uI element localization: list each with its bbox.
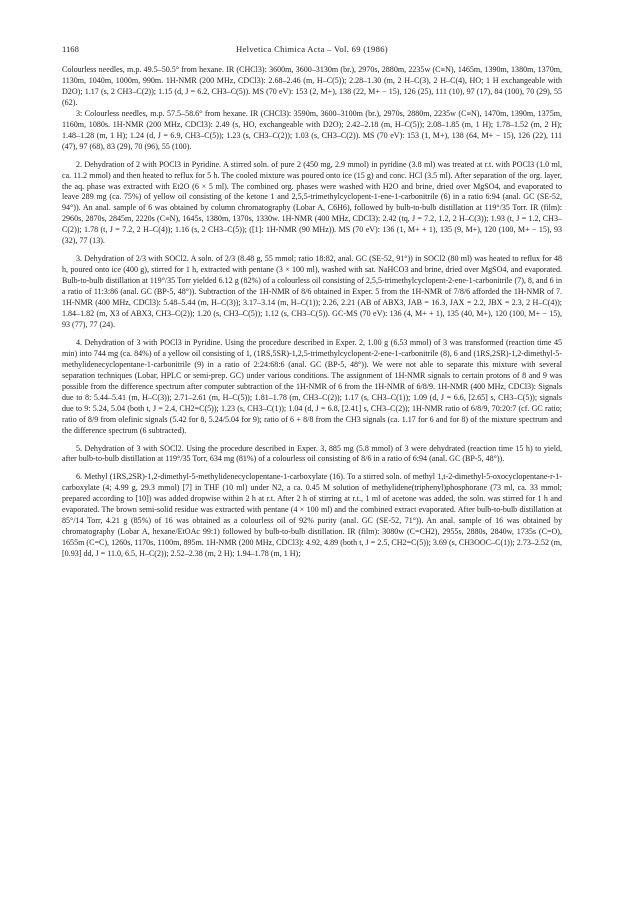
paragraph-compound-2-data: Colourless needles, m.p. 49.5–50.5° from hexane. IR (CHCl3): 3600m, 3600–3130m (br.), 2970s, 2880m, 2235w (C≡N), 1465m, 1390m, 1380m, 1370m, 1130m, 1040m, 1000m, 990m. 1H-NMR (200 MHz, CDCl3): 2.68–2.46 (m, H–C(5)); 2.28–1.30 (m, 2 H–C(3), 2 H–C(4), HO; 1 H exchangeable with D2O); 1.17 (s, 2 CH3–C(2)); 1.15 (d, J = 6.2, CH3–C(5)). MS (70 eV): 153 (2, M+), 138 (22, M+ − 15), 126 (25), 111 (10), 97 (17), 84 (100), 70 (29), 55 (62).: [62, 65, 562, 107]
paragraph-experiment-5: 5. Dehydration of 3 with SOCl2. Using the procedure described in Exper. 3, 885 mg (5.8 mmol) of 3 were dehydrated (reaction time 15 h) to yield, after bulb-to-bulb distillation at 119°/35 Torr, 634 mg (81%) of a colourless oil consisting of 8/6 in a ratio of 6:94 (anal. GC (BP-5, 48°)).: [62, 443, 562, 464]
paragraph-compound-3-data: 3: Colourless needles, m.p. 57.5–58.6° from hexane. IR (CHCl3): 3590m, 3600–3100m (br.), 2970s, 2880m, 2235w (C≡N), 1470m, 1390m, 1375m, 1160m, 1080s. 1H-NMR (200 MHz, CDCl3): 2.49 (s, HO, exchangeable with D2O); 2.42–2.18 (m, H–C(5)); 2.08–1.85 (m, 1 H); 1.78–1.52 (m, 2 H); 1.48–1.28 (m, 1 H); 1.24 (d, J = 6.9, CH3–C(5)); 1.23 (s, CH3–C(2)); 1.03 (s, CH3–C(2)). MS (70 eV): 153 (1, M+), 138 (64, M+ − 15), 126 (22), 111 (47), 97 (68), 83 (29), 70 (96), 55 (100).: [62, 108, 562, 151]
paragraph-experiment-3: 3. Dehydration of 2/3 with SOCl2. A soln. of 2/3 (8.48 g, 55 mmol; ratio 18:82, anal. GC (SE-52, 91°)) in SOCl2 (80 ml) was heated to reflux for 48 h, poured onto ice (400 g), stirred for 1 h, extracted with pentane (3 × 100 ml), washed with sat. NaHCO3 and brine, dried over MgSO4, and evaporated. Bulb-to-bulb distillation at 119°/35 Torr yielded 6.12 g (82%) of a colourless oil consisting of 2,5,5-trimethylcyclopent-2-ene-1-carbonitrile (7), 8, and 6 in a ratio of 11:3:86 (anal. GC (BP-5, 48°)). Subtraction of the 1H-NMR of 8/6 obtained in Exper. 5 from the 1H-NMR of 7/8/6 afforded the 1H-NMR of 7. 1H-NMR (400 MHz, CDCl3): 5.48–5.44 (m, H–C(3)); 3.17–3.14 (m, H–C(1)); 2.26, 2.21 (AB of ABX3, JAB = 16.3, JAX = 2.2, JBX = 2.3, 2 H–C(4)); 1.84–1.82 (m, X3 of ABX3, CH3–C(2)); 1.20 (s, CH3–C(5)); 1.12 (s, CH3–C(5)). GC-MS (70 eV): 136 (4, M+ + 1), 135 (40, M+), 120 (100, M+ − 15), 93 (77), 77 (24).: [62, 254, 562, 329]
running-header: [62, 44, 562, 54]
journal-title: Helvetica Chimica Acta – Vol. 69 (1986): [236, 44, 388, 54]
journal-page: [62, 44, 562, 560]
paragraph-experiment-2: 2. Dehydration of 2 with POCl3 in Pyridine. A stirred soln. of pure 2 (450 mg, 2.9 mmol) in pyridine (3.8 ml) was treated at r.t. with POCl3 (1.0 ml, ca. 11.2 mmol) and then heated to reflux for 5 h. The cooled mixture was poured onto ice (15 g) and conc. HCl (3.5 ml). After separation of the org. layer, the aq. phase was extracted with Et2O (6 × 5 ml). The combined org. phases were washed with H2O and brine, dried over MgSO4, and evaporated to leave 289 mg (ca. 75%) of yellow oil consisting of the ketone 1 and 2,5,5-trimethylcyclopent-1-ene-1-carbonitrile (6) in a ratio 6:94 (anal. GC (SE-52, 94°)). An anal. sample of 6 was obtained by column chromatography (Lobar A, C6H6), followed by bulb-to-bulb distillation at 119°/35 Torr. IR (film): 2960s, 2870s, 2845m, 2220s (C≡N), 1645s, 1380m, 1370s, 1330w. 1H-NMR (400 MHz, CDCl3): 2.42 (tq, J = 7.2, 1.2, 2 H–C(3)); 1.93 (t, J = 1.2, CH3–C(2)); 1.78 (t, J = 7.2, 2 H–C(4)); 1.16 (s, 2 CH3–C(5)); ([1]: 1H-NMR (90 MHz)). MS (70 eV): 136 (1, M+ + 1), 135 (9, M+), 120 (100, M+ − 15), 93 (32), 77 (13).: [62, 159, 562, 246]
paragraph-experiment-4: 4. Dehydration of 3 with POCl3 in Pyridine. Using the procedure described in Exper. 2, 1.00 g (6.53 mmol) of 3 was transformed (reaction time 45 min) into 744 mg (ca. 84%) of a yellow oil consisting of 1, (1RS,5SR)-1,2,5-trimethylcyclopent-2-ene-1-carbonitrile (8), 6 and (1RS,2SR)-1,2-dimethyl-5-methylidenecyclopentane-1-carbonitrile (9) in a ratio of 2:24:68:6 (anal. GC (BP-5, 48°)). We were not able to separate this mixture with several separation techniques (Lobar, HPLC or semi-prep. GC) under various conditions. The assignment of 1H-NMR signals to certain protons of 8 and 9 was possible from the difference spectrum after computer subtraction of the 1H-NMR of 6 from the 1H-NMR of 6/8/9. 1H-NMR (400 MHz, CDCl3): Signals due to 8: 5.44–5.41 (m, H–C(3)); 2.71–2.61 (m, H–C(5)); 1.81–1.78 (m, CH3–C(2)); 1.17 (s, CH3–C(1)); 1.09 (d, J = 6.6, [2.65] s, CH3–C(5)); signals due to 9: 5.24, 5.04 (both t, J = 2.4, CH2=C(5)); 1.23 (s, CH3–C(1)); 1.04 (d, J = 6.8, [2.41] s, CH3–C(2)); 1H-NMR ratio of 6/8/9, 70:20:7 (cf. GC ratio; ratio of 8/9 from olefinic signals (5.42 for 8, 5.24/5.04 for 9); ratio of 6 + 8/8 from the CH3 signals (ca. 1.17 for 6 and for 8) of the mixture spectrum and the difference spectrum (6 subtracted).: [62, 337, 562, 435]
page-number: 1168: [62, 44, 79, 54]
paragraph-experiment-6: 6. Methyl (1RS,2SR)-1,2-dimethyl-5-methylidenecyclopentane-1-carboxylate (16). To a stirred soln. of methyl 1,t-2-dimethyl-5-oxocyclopentane-r-1-carboxylate (4; 4.99 g, 29.3 mmol) [7] in THF (10 ml) under N2, a ca. 0.45 M solution of methylidene(triphenyl)phosphorane (73 ml, ca. 33 mmol; prepared according to [10]) was added dropwise within 2 h at r.t. After 2 h of stirring at r.t., 1 ml of acetone was added, the soln. was stirred for 1 h and evaporated. The brown semi-solid residue was extracted with pentane (4 × 100 ml) and the combined extract evaporated. After bulb-to-bulb distillation at 85°/14 Torr, 4.21 g (85%) of 16 was obtained as a colourless oil of 92% purity (anal. GC (SE-52, 71°)). An anal. sample of 16 was obtained by chromatography (Lobar A, hexane/EtOAc 99:1) followed by bulb-to-bulb distillation. IR (film): 3080w (C=CH2), 2955s, 2880s, 2840w, 1735s (C=O), 1655m (C=C), 1260s, 1170s, 1100m, 895m. 1H-NMR (200 MHz, CDCl3): 4.92, 4.89 (both t, J = 2.5, CH2=C(5)); 3.69 (s, CH3OOC–C(1)); 2.73–2.52 (m, [0.93] dd, J = 11.0, 6.5, H–C(2)); 2.52–2.38 (m, 2 H); 1.94–1.78 (m, 1 H);: [62, 472, 562, 559]
